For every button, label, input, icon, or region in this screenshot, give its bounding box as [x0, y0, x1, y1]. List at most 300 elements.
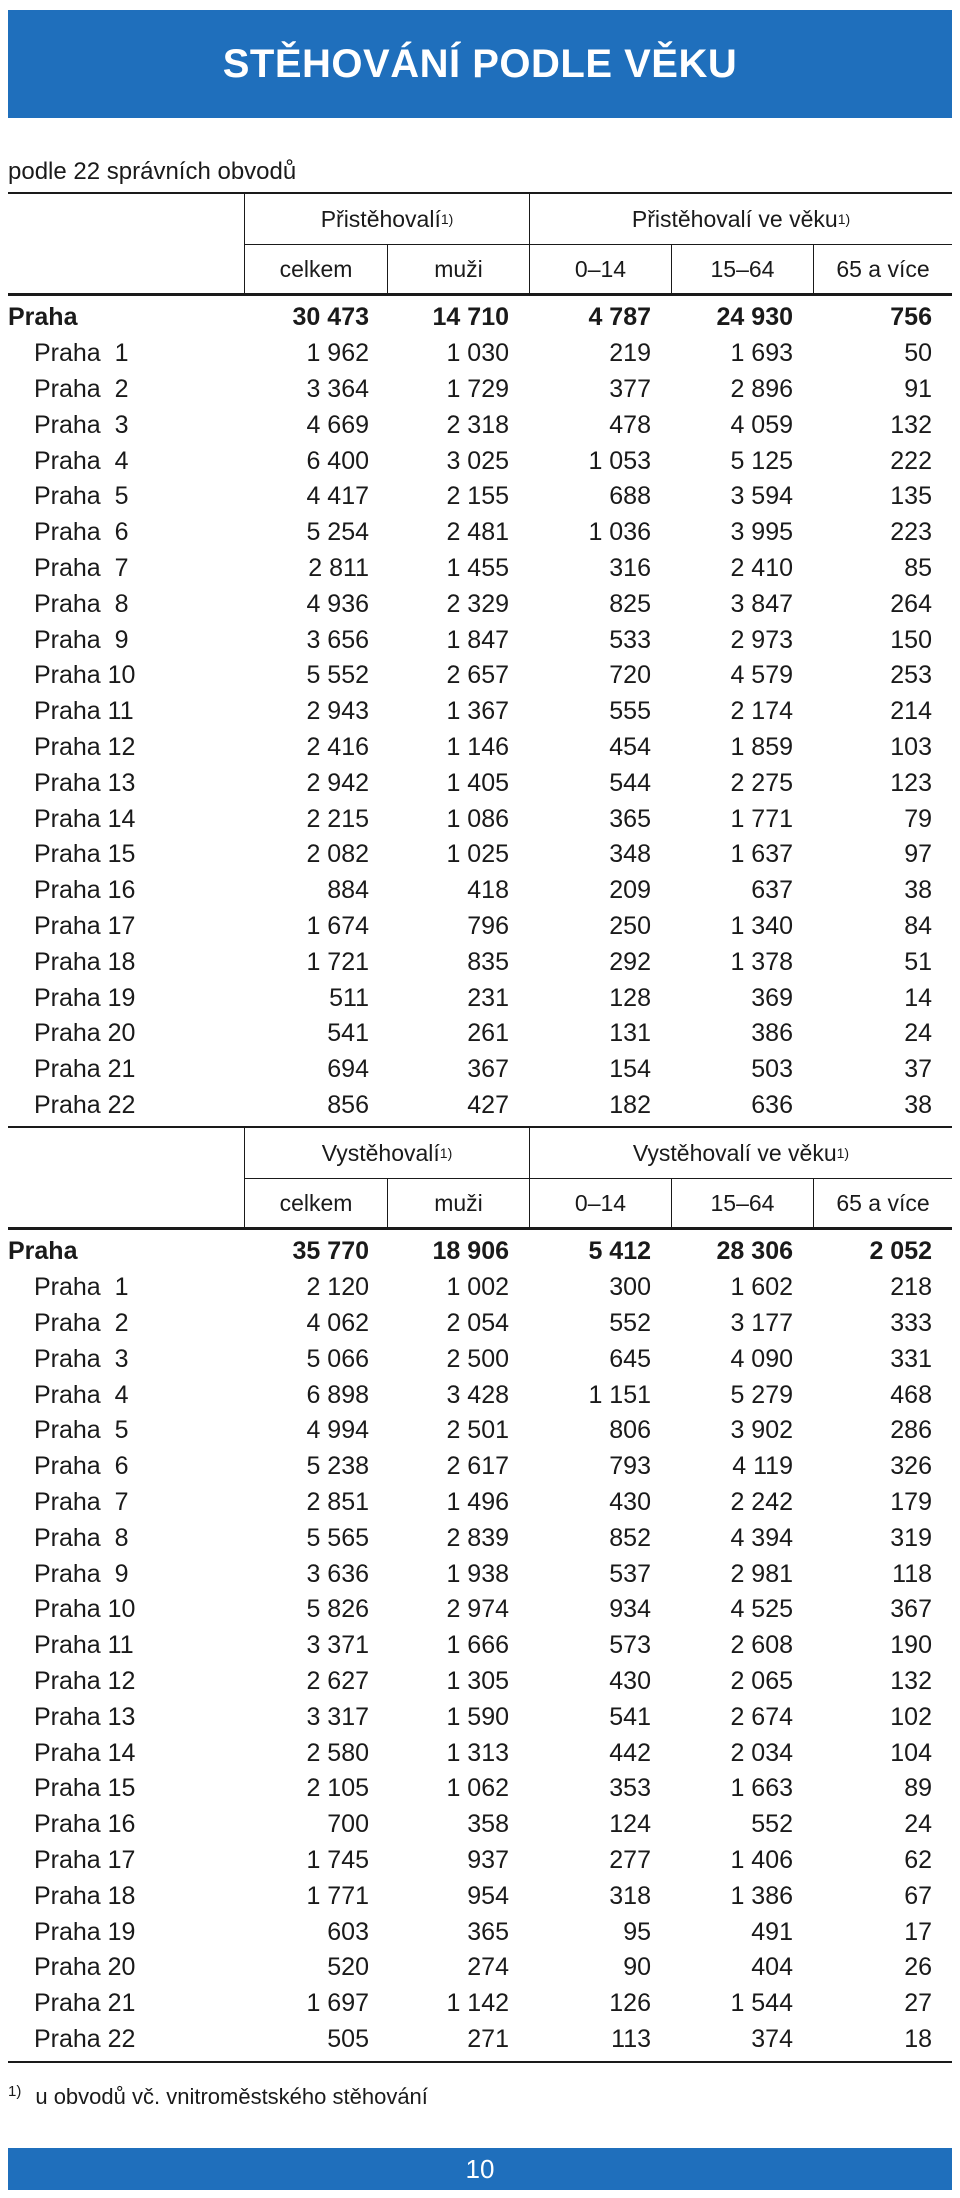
age-65-plus-value: 38 [904, 1090, 932, 1119]
district-name: Praha 2 [34, 1308, 129, 1337]
celkem-value: 1 962 [306, 339, 369, 368]
age-0-14-value: 442 [609, 1738, 651, 1767]
district-name: Praha 22 [34, 1090, 136, 1119]
table-row [8, 658, 952, 694]
age-65-plus-value: 223 [890, 518, 932, 547]
age-65-plus-value: 123 [890, 768, 932, 797]
muzi-value: 2 054 [446, 1308, 509, 1337]
age-65-plus-value: 253 [890, 661, 932, 690]
muzi-value: 2 329 [446, 589, 509, 618]
celkem-value: 511 [329, 983, 369, 1012]
table-row [8, 515, 952, 551]
age-15-64-value: 2 674 [730, 1702, 793, 1731]
age-15-64-value: 5 125 [730, 446, 793, 475]
age-15-64-value: 369 [751, 983, 793, 1012]
col-header-65-plus: 65 a více [813, 245, 952, 293]
age-15-64-value: 1 771 [730, 804, 793, 833]
district-name: Praha 8 [34, 1523, 129, 1552]
muzi-value: 427 [467, 1090, 509, 1119]
age-65-plus-value: 218 [890, 1273, 932, 1302]
age-65-plus-value: 150 [890, 625, 932, 654]
celkem-value: 4 936 [306, 589, 369, 618]
footnote-text: u obvodů vč. vnitroměstského stěhování [35, 2084, 428, 2109]
muzi-value: 2 501 [446, 1416, 509, 1445]
age-65-plus-value: 102 [890, 1702, 932, 1731]
age-65-plus-value: 103 [890, 732, 932, 761]
age-65-plus-value: 97 [904, 840, 932, 869]
page-number: 10 [465, 2153, 495, 2184]
district-name: Praha 17 [34, 911, 136, 940]
district-name: Praha 7 [34, 553, 129, 582]
age-15-64-value: 552 [751, 1810, 793, 1839]
muzi-value: 358 [467, 1810, 509, 1839]
district-name: Praha 5 [34, 482, 129, 511]
table-row [8, 1628, 952, 1664]
district-name: Praha 11 [34, 1631, 134, 1660]
page-footer-bar [8, 2148, 952, 2190]
celkem-value: 3 371 [306, 1631, 369, 1660]
header-blank [8, 245, 244, 293]
age-65-plus-value: 326 [890, 1452, 932, 1481]
age-15-64-value: 4 579 [730, 661, 793, 690]
district-name: Praha 22 [34, 2024, 136, 2053]
age-15-64-value: 1 406 [730, 1845, 793, 1874]
age-0-14-value: 219 [609, 339, 651, 368]
table-row [8, 1556, 952, 1592]
district-name: Praha 18 [34, 1881, 136, 1910]
age-0-14-value: 348 [609, 840, 651, 869]
age-15-64-value: 28 306 [716, 1237, 793, 1266]
group-header-age: Přistěhovalí ve věku 1) [529, 194, 952, 244]
age-65-plus-value: 264 [890, 589, 932, 618]
district-name: Praha 1 [34, 339, 129, 368]
celkem-value: 3 636 [306, 1559, 369, 1588]
age-0-14-value: 277 [609, 1845, 651, 1874]
celkem-value: 541 [327, 1019, 369, 1048]
celkem-value: 5 254 [306, 518, 369, 547]
muzi-value: 1 305 [446, 1666, 509, 1695]
col-header-65-plus: 65 a více [813, 1179, 952, 1227]
table-row [8, 1986, 952, 2022]
age-0-14-value: 209 [609, 876, 651, 905]
age-65-plus-value: 132 [890, 1666, 932, 1695]
district-name: Praha 21 [34, 1989, 136, 2018]
table-row [8, 1878, 952, 1914]
celkem-value: 694 [327, 1055, 369, 1084]
col-header-muzi: muži [387, 245, 529, 293]
col-header-0-14: 0–14 [529, 1179, 671, 1227]
age-15-64-value: 2 973 [730, 625, 793, 654]
table-row [8, 801, 952, 837]
age-65-plus-value: 2 052 [869, 1237, 932, 1266]
muzi-value: 274 [467, 1953, 509, 1982]
muzi-value: 367 [467, 1055, 509, 1084]
age-0-14-value: 154 [609, 1055, 651, 1084]
age-0-14-value: 128 [609, 983, 651, 1012]
district-name: Praha 19 [34, 1917, 136, 1946]
age-15-64-value: 24 930 [716, 303, 793, 332]
age-65-plus-value: 367 [890, 1595, 932, 1624]
table-row [8, 622, 952, 658]
age-15-64-value: 3 995 [730, 518, 793, 547]
district-name: Praha 20 [34, 1019, 136, 1048]
age-15-64-value: 5 279 [730, 1380, 793, 1409]
celkem-value: 4 994 [306, 1416, 369, 1445]
age-0-14-value: 182 [609, 1090, 651, 1119]
celkem-value: 3 656 [306, 625, 369, 654]
table-row [8, 980, 952, 1016]
celkem-value: 3 364 [306, 374, 369, 403]
celkem-value: 884 [327, 876, 369, 905]
muzi-value: 1 847 [446, 625, 509, 654]
muzi-value: 937 [467, 1845, 509, 1874]
age-15-64-value: 2 896 [730, 374, 793, 403]
age-15-64-value: 503 [751, 1055, 793, 1084]
age-0-14-value: 541 [609, 1702, 651, 1731]
age-15-64-value: 2 065 [730, 1666, 793, 1695]
age-65-plus-value: 319 [890, 1523, 932, 1552]
table-row [8, 694, 952, 730]
district-name: Praha 14 [34, 1738, 136, 1767]
age-0-14-value: 533 [609, 625, 651, 654]
district-name: Praha 20 [34, 1953, 136, 1982]
immigrants-table [8, 192, 952, 1127]
table-row [8, 1377, 952, 1413]
age-65-plus-value: 179 [890, 1487, 932, 1516]
muzi-value: 2 974 [446, 1595, 509, 1624]
district-name: Praha 13 [34, 768, 136, 797]
celkem-value: 5 826 [306, 1595, 369, 1624]
muzi-value: 2 657 [446, 661, 509, 690]
muzi-value: 1 405 [446, 768, 509, 797]
age-15-64-value: 2 410 [730, 553, 793, 582]
muzi-value: 2 481 [446, 518, 509, 547]
muzi-value: 2 617 [446, 1452, 509, 1481]
table-row [8, 1449, 952, 1485]
header-blank [8, 1179, 244, 1227]
age-0-14-value: 90 [623, 1953, 651, 1982]
emigrants-table [8, 1126, 952, 2063]
celkem-value: 2 215 [306, 804, 369, 833]
age-0-14-value: 793 [609, 1452, 651, 1481]
celkem-value: 2 105 [306, 1774, 369, 1803]
age-15-64-value: 4 059 [730, 410, 793, 439]
district-name: Praha 3 [34, 410, 129, 439]
celkem-value: 2 082 [306, 840, 369, 869]
age-15-64-value: 4 090 [730, 1344, 793, 1373]
age-0-14-value: 318 [609, 1881, 651, 1910]
age-0-14-value: 825 [609, 589, 651, 618]
table-row [8, 873, 952, 909]
age-15-64-value: 3 847 [730, 589, 793, 618]
age-0-14-value: 934 [609, 1595, 651, 1624]
age-65-plus-value: 756 [890, 303, 932, 332]
table-row [8, 1485, 952, 1521]
total-row [8, 300, 952, 336]
age-0-14-value: 95 [623, 1917, 651, 1946]
col-header-celkem: celkem [244, 245, 387, 293]
muzi-value: 1 025 [446, 840, 509, 869]
age-0-14-value: 852 [609, 1523, 651, 1552]
age-65-plus-value: 214 [890, 697, 932, 726]
muzi-value: 954 [467, 1881, 509, 1910]
muzi-value: 1 590 [446, 1702, 509, 1731]
district-name: Praha 12 [34, 1666, 136, 1695]
celkem-value: 5 238 [306, 1452, 369, 1481]
age-65-plus-value: 17 [904, 1917, 932, 1946]
age-0-14-value: 478 [609, 410, 651, 439]
muzi-value: 1 062 [446, 1774, 509, 1803]
age-65-plus-value: 84 [904, 911, 932, 940]
age-65-plus-value: 468 [890, 1380, 932, 1409]
col-header-0-14: 0–14 [529, 245, 671, 293]
age-15-64-value: 1 663 [730, 1774, 793, 1803]
district-name: Praha 10 [34, 1595, 136, 1624]
group-header-row [8, 194, 952, 244]
celkem-value: 2 851 [306, 1487, 369, 1516]
table-row [8, 2022, 952, 2058]
table-row [8, 1664, 952, 1700]
age-15-64-value: 491 [751, 1917, 793, 1946]
age-65-plus-value: 91 [904, 374, 932, 403]
age-15-64-value: 637 [751, 876, 793, 905]
age-15-64-value: 374 [751, 2024, 793, 2053]
age-15-64-value: 3 177 [730, 1308, 793, 1337]
muzi-value: 3 428 [446, 1380, 509, 1409]
district-name: Praha 6 [34, 1452, 129, 1481]
age-65-plus-value: 286 [890, 1416, 932, 1445]
age-0-14-value: 377 [609, 374, 651, 403]
table-row [8, 443, 952, 479]
age-0-14-value: 454 [609, 732, 651, 761]
table-row [8, 551, 952, 587]
muzi-value: 1 729 [446, 374, 509, 403]
table-row [8, 586, 952, 622]
table-row [8, 765, 952, 801]
table-row [8, 1270, 952, 1306]
district-name: Praha 16 [34, 1810, 136, 1839]
age-15-64-value: 2 275 [730, 768, 793, 797]
muzi-value: 261 [467, 1019, 509, 1048]
celkem-value: 603 [327, 1917, 369, 1946]
district-name: Praha 2 [34, 374, 129, 403]
district-name: Praha 3 [34, 1344, 129, 1373]
age-65-plus-value: 67 [904, 1881, 932, 1910]
district-name: Praha 8 [34, 589, 129, 618]
district-name: Praha 4 [34, 1380, 129, 1409]
celkem-value: 1 745 [306, 1845, 369, 1874]
celkem-value: 35 770 [292, 1237, 369, 1266]
celkem-value: 30 473 [292, 303, 369, 332]
celkem-value: 2 811 [308, 553, 369, 582]
muzi-value: 796 [467, 911, 509, 940]
table-row [8, 336, 952, 372]
table-row [8, 1771, 952, 1807]
celkem-value: 5 552 [306, 661, 369, 690]
age-65-plus-value: 24 [904, 1810, 932, 1839]
muzi-value: 18 906 [432, 1237, 509, 1266]
muzi-value: 365 [467, 1917, 509, 1946]
table-row [8, 1052, 952, 1088]
age-15-64-value: 2 608 [730, 1631, 793, 1660]
age-15-64-value: 2 174 [730, 697, 793, 726]
district-name: Praha 12 [34, 732, 136, 761]
celkem-value: 2 416 [306, 732, 369, 761]
age-0-14-value: 430 [609, 1666, 651, 1695]
celkem-value: 5 565 [306, 1523, 369, 1552]
muzi-value: 1 142 [446, 1989, 509, 2018]
age-65-plus-value: 333 [890, 1308, 932, 1337]
age-65-plus-value: 85 [904, 553, 932, 582]
header-blank [8, 1128, 244, 1178]
celkem-value: 4 062 [306, 1308, 369, 1337]
table-row [8, 1306, 952, 1342]
muzi-value: 231 [467, 983, 509, 1012]
muzi-value: 835 [467, 947, 509, 976]
age-0-14-value: 720 [609, 661, 651, 690]
table-row [8, 944, 952, 980]
age-15-64-value: 2 981 [730, 1559, 793, 1588]
age-15-64-value: 1 602 [730, 1273, 793, 1302]
age-65-plus-value: 104 [890, 1738, 932, 1767]
age-0-14-value: 573 [609, 1631, 651, 1660]
muzi-value: 2 318 [446, 410, 509, 439]
age-0-14-value: 365 [609, 804, 651, 833]
table-row [8, 1914, 952, 1950]
table-row [8, 479, 952, 515]
age-0-14-value: 5 412 [588, 1237, 651, 1266]
celkem-value: 6 898 [306, 1380, 369, 1409]
muzi-value: 2 155 [446, 482, 509, 511]
district-name: Praha 10 [34, 661, 136, 690]
age-0-14-value: 353 [609, 1774, 651, 1803]
title-banner [8, 10, 952, 118]
age-0-14-value: 430 [609, 1487, 651, 1516]
age-65-plus-value: 37 [904, 1055, 932, 1084]
group-header-row [8, 1128, 952, 1178]
col-header-15-64: 15–64 [671, 1179, 813, 1227]
age-15-64-value: 3 594 [730, 482, 793, 511]
age-15-64-value: 1 378 [730, 947, 793, 976]
age-0-14-value: 544 [609, 768, 651, 797]
celkem-value: 6 400 [306, 446, 369, 475]
district-name: Praha 13 [34, 1702, 136, 1731]
group-header-total: Přistěhovalí 1) [244, 194, 529, 244]
table-row [8, 1341, 952, 1377]
district-name: Praha 7 [34, 1487, 129, 1516]
age-15-64-value: 386 [751, 1019, 793, 1048]
district-name: Praha 17 [34, 1845, 136, 1874]
muzi-value: 418 [467, 876, 509, 905]
muzi-value: 271 [467, 2024, 509, 2053]
muzi-value: 2 839 [446, 1523, 509, 1552]
district-name: Praha 9 [34, 625, 129, 654]
table-row [8, 1413, 952, 1449]
celkem-value: 505 [327, 2024, 369, 2053]
table-row [8, 1843, 952, 1879]
age-65-plus-value: 331 [890, 1344, 932, 1373]
age-65-plus-value: 132 [890, 410, 932, 439]
age-15-64-value: 4 525 [730, 1595, 793, 1624]
age-65-plus-value: 38 [904, 876, 932, 905]
district-name: Praha 1 [34, 1273, 129, 1302]
table-row [8, 837, 952, 873]
age-0-14-value: 645 [609, 1344, 651, 1373]
column-header-row [8, 245, 952, 293]
age-15-64-value: 1 693 [730, 339, 793, 368]
table-row [8, 1735, 952, 1771]
celkem-value: 2 943 [306, 697, 369, 726]
muzi-value: 2 500 [446, 1344, 509, 1373]
celkem-value: 1 771 [306, 1881, 369, 1910]
age-0-14-value: 250 [609, 911, 651, 940]
district-name: Praha 5 [34, 1416, 129, 1445]
district-name: Praha 18 [34, 947, 136, 976]
muzi-value: 1 086 [446, 804, 509, 833]
age-15-64-value: 2 242 [730, 1487, 793, 1516]
muzi-value: 1 367 [446, 697, 509, 726]
celkem-value: 3 317 [306, 1702, 369, 1731]
table-row [8, 1592, 952, 1628]
age-65-plus-value: 50 [904, 339, 932, 368]
col-header-celkem: celkem [244, 1179, 387, 1227]
celkem-value: 2 942 [306, 768, 369, 797]
age-65-plus-value: 51 [904, 947, 932, 976]
muzi-value: 1 030 [446, 339, 509, 368]
district-name: Praha 6 [34, 518, 129, 547]
age-15-64-value: 4 394 [730, 1523, 793, 1552]
age-0-14-value: 806 [609, 1416, 651, 1445]
age-0-14-value: 537 [609, 1559, 651, 1588]
muzi-value: 1 313 [446, 1738, 509, 1767]
table-row [8, 1807, 952, 1843]
district-name: Praha 9 [34, 1559, 129, 1588]
muzi-value: 3 025 [446, 446, 509, 475]
age-15-64-value: 1 340 [730, 911, 793, 940]
muzi-value: 1 002 [446, 1273, 509, 1302]
age-0-14-value: 300 [609, 1273, 651, 1302]
table-row [8, 1520, 952, 1556]
age-0-14-value: 113 [611, 2024, 651, 2053]
celkem-value: 1 674 [306, 911, 369, 940]
group-header-total: Vystěhovalí 1) [244, 1128, 529, 1178]
district-name: Praha 16 [34, 876, 136, 905]
district-name: Praha [8, 303, 78, 332]
age-0-14-value: 124 [609, 1810, 651, 1839]
district-name: Praha [8, 1237, 78, 1266]
district-name: Praha 11 [34, 697, 134, 726]
table-row [8, 909, 952, 945]
age-0-14-value: 1 036 [588, 518, 651, 547]
district-name: Praha 19 [34, 983, 136, 1012]
celkem-value: 1 697 [306, 1989, 369, 2018]
age-65-plus-value: 79 [904, 804, 932, 833]
footnote [8, 2084, 428, 2110]
district-name: Praha 14 [34, 804, 136, 833]
age-0-14-value: 4 787 [588, 303, 651, 332]
celkem-value: 1 721 [306, 947, 369, 976]
age-65-plus-value: 14 [904, 983, 932, 1012]
total-row [8, 1234, 952, 1270]
age-15-64-value: 1 859 [730, 732, 793, 761]
table-bottom-rule [8, 2061, 952, 2063]
table-row [8, 407, 952, 443]
table-row [8, 730, 952, 766]
age-15-64-value: 1 637 [730, 840, 793, 869]
page-title: STĚHOVÁNÍ PODLE VĚKU [222, 41, 738, 86]
age-15-64-value: 3 902 [730, 1416, 793, 1445]
muzi-value: 1 938 [446, 1559, 509, 1588]
